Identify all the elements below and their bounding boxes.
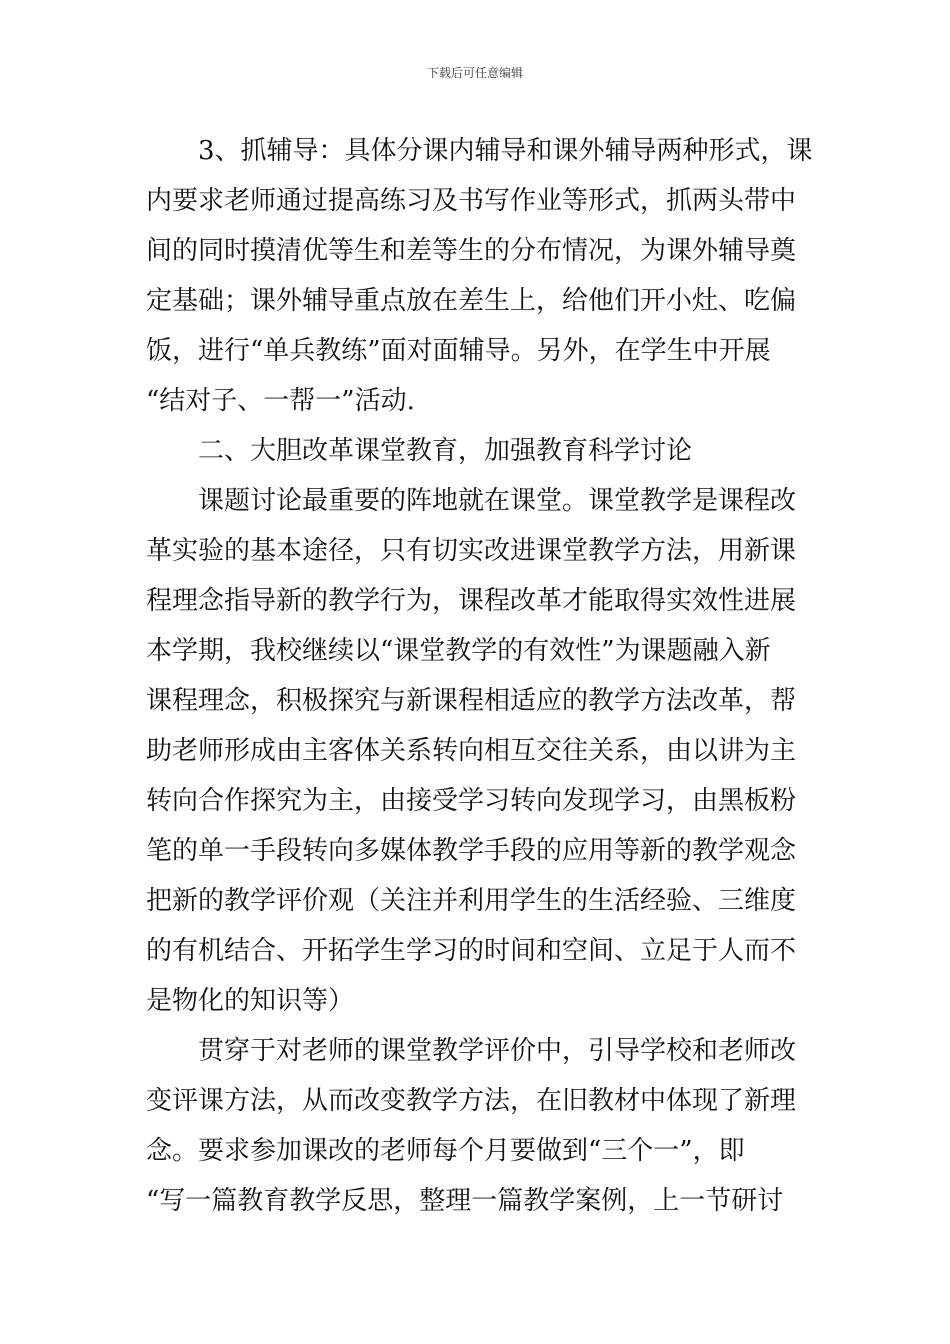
text-line-4: 定基础；课外辅导重点放在差生上，给他们开小灶、吃偏 — [146, 286, 797, 316]
page-header: 下载后可任意编辑 — [426, 66, 523, 80]
text-line-11: 本学期，我校继续以“课堂教学的有效性”为课题融入新 — [146, 636, 771, 666]
section-heading: 二、大胆改革课堂教育，加强教育科学讨论 — [198, 436, 693, 466]
text-line-6: “结对子、一帮一”活动. — [146, 386, 415, 416]
document-body — [146, 126, 812, 1226]
text-line-19: 贯穿于对老师的课堂教学评价中，引导学校和老师改 — [198, 1036, 797, 1066]
text-line-5: 饭，进行“单兵教练”面对面辅导。另外，在学生中开展 — [146, 336, 771, 366]
text-line-14: 转向合作探究为主，由接受学习转向发现学习，由黑板粉 — [146, 786, 797, 816]
text-line-8: 课题讨论最重要的阵地就在课堂。课堂教学是课程改 — [198, 486, 797, 516]
text-line-21: 念。要求参加课改的老师每个月要做到“三个一”，即 — [146, 1136, 745, 1166]
text-line-17: 的有机结合、开拓学生学习的时间和空间、立足于人而不 — [146, 936, 797, 966]
text-line-1: 3、抓辅导：具体分课内辅导和课外辅导两种形式，课 — [198, 136, 813, 166]
text-line-16: 把新的教学评价观（关注并利用学生的生活经验、三维度 — [146, 886, 797, 916]
text-line-9: 革实验的基本途径，只有切实改进课堂教学方法，用新课 — [146, 536, 797, 566]
text-line-15: 笔的单一手段转向多媒体教学手段的应用等新的教学观念 — [146, 836, 797, 866]
text-line-18: 是物化的知识等） — [146, 986, 355, 1016]
text-line-10: 程理念指导新的教学行为，课程改革才能取得实效性进展 — [146, 586, 797, 616]
text-line-22: “写一篇教育教学反思，整理一篇教学案例，上一节研讨 — [146, 1186, 784, 1216]
text-line-20: 变评课方法，从而改变教学方法，在旧教材中体现了新理 — [146, 1086, 797, 1116]
text-line-2: 内要求老师通过提高练习及书写作业等形式，抓两头带中 — [146, 186, 797, 216]
text-line-3: 间的同时摸清优等生和差等生的分布情况，为课外辅导奠 — [146, 236, 797, 266]
text-line-13: 助老师形成由主客体关系转向相互交往关系，由以讲为主 — [146, 736, 797, 766]
text-line-12: 课程理念，积极探究与新课程相适应的教学方法改革，帮 — [146, 686, 797, 716]
